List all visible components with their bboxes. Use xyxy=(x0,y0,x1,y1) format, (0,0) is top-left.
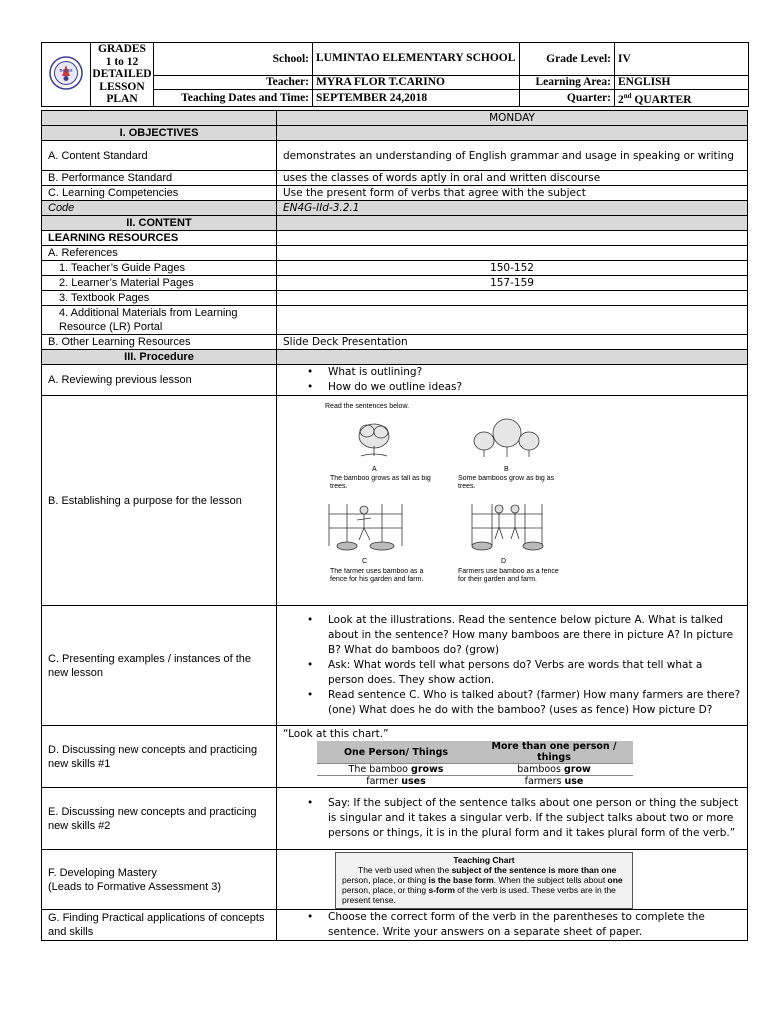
lesson-plan-header xyxy=(41,42,749,107)
list-item: • Look at the illustrations. Read the sentence below picture A. What is talked about in the sentence? How many bamboos are there in picture A? In picture B? What do bamboos do? (grow) xyxy=(328,613,741,658)
chart-cell: bamboos grow xyxy=(475,764,633,776)
code-label: Code xyxy=(42,201,277,216)
bamboo-single-picture xyxy=(359,424,389,456)
procedure-title: III. Procedure xyxy=(42,350,277,365)
quarter-label: Quarter: xyxy=(520,89,615,106)
content-standard-label: A. Content Standard xyxy=(42,141,277,171)
list-item: • Read sentence C. Who is talked about? (farmer) How many farmers are there? (one) What does he do with the bamboo? (uses as fence) How picture D? xyxy=(328,688,741,718)
discuss1-intro: “Look at this chart.” xyxy=(283,728,389,740)
teaching-chart-text: The verb used when the subject of the sentence is more than one person, place, or thing is the base form. When the subject tells about one person, place, or thing s-form of the verb is used. These verbs are in the present tense. xyxy=(342,865,623,905)
learners-material-pages: 157-159 xyxy=(277,276,748,291)
learning-area-label: Learning Area: xyxy=(520,75,615,89)
references-label: A. References xyxy=(42,246,277,261)
caption-b: Some bamboos grow as big as trees. xyxy=(458,475,555,490)
school-value: LUMINTAO ELEMENTARY SCHOOL xyxy=(313,43,520,76)
chart-cell: The bamboo grows xyxy=(317,764,475,776)
discuss2-label: E. Discussing new concepts and practicing new skills #2 xyxy=(42,788,277,850)
textbook-pages-label: 3. Textbook Pages xyxy=(42,291,277,306)
teachers-guide-label: 1. Teacher’s Guide Pages xyxy=(42,261,277,276)
learning-area-value: ENGLISH xyxy=(615,75,749,89)
day-heading: MONDAY xyxy=(277,111,748,126)
grade-level-value: IV xyxy=(615,43,749,76)
competencies-label: C. Learning Competencies xyxy=(42,186,277,201)
other-resources-label: B. Other Learning Resources xyxy=(42,335,277,350)
farmers-fence-picture xyxy=(472,504,543,550)
teachers-guide-pages: 150-152 xyxy=(277,261,748,276)
teacher-label: Teacher: xyxy=(154,75,313,89)
illustration-heading: Read the sentences below. xyxy=(325,403,410,410)
seal-text: DepEd xyxy=(59,68,73,73)
purpose-label: B. Establishing a purpose for the lesson xyxy=(42,396,277,606)
dates-value: SEPTEMBER 24,2018 xyxy=(313,89,520,106)
list-item: • How do we outline ideas? xyxy=(328,380,741,395)
content-standard-value: demonstrates an understanding of English grammar and usage in speaking or writing xyxy=(277,141,748,171)
grade-level-label: Grade Level: xyxy=(520,43,615,76)
list-item: • Ask: What words tell what persons do? Verbs are words that tell what a person does. They show action. xyxy=(328,658,741,688)
teaching-chart xyxy=(335,852,633,909)
learners-material-label: 2. Learner’s Material Pages xyxy=(42,276,277,291)
discuss2-list xyxy=(283,796,741,841)
review-label: A. Reviewing previous lesson xyxy=(42,365,277,396)
discuss1-label: D. Discussing new concepts and practicing new skills #1 xyxy=(42,726,277,788)
objectives-title: I. OBJECTIVES xyxy=(42,126,277,141)
list-item: • What is outlining? xyxy=(328,365,741,380)
other-resources-value: Slide Deck Presentation xyxy=(277,335,748,350)
competencies-value: Use the present form of verbs that agree with the subject xyxy=(277,186,748,201)
lesson-plan-table xyxy=(41,110,748,941)
picture-letter: A xyxy=(372,466,377,473)
chart-header-singular: One Person/ Things xyxy=(317,741,475,764)
farmer-fence-picture xyxy=(329,504,402,550)
quarter-value: 2nd QUARTER xyxy=(615,89,749,106)
caption-a: The bamboo grows as tall as big trees. xyxy=(330,475,431,490)
school-label: School: xyxy=(154,43,313,76)
chart-header-plural: More than one person / things xyxy=(475,741,633,764)
teacher-value: MYRA FLOR T.CARINO xyxy=(313,75,520,89)
learning-resources-heading: LEARNING RESOURCES xyxy=(42,231,277,246)
content-title: II. CONTENT xyxy=(42,216,277,231)
presenting-label: C. Presenting examples / instances of the new lesson xyxy=(42,606,277,726)
performance-standard-label: B. Performance Standard xyxy=(42,171,277,186)
practical-label: G. Finding Practical applications of concepts and skills xyxy=(42,910,277,941)
dates-label: Teaching Dates and Time: xyxy=(154,89,313,106)
deped-seal-logo xyxy=(42,43,91,107)
chart-cell: farmers use xyxy=(475,776,633,788)
list-item: • Choose the correct form of the verb in the parentheses to complete the sentence. Write your answers on a separate sheet of paper. xyxy=(328,910,741,940)
purpose-illustration xyxy=(277,396,747,601)
verb-agreement-chart xyxy=(317,741,633,787)
chart-cell: farmer uses xyxy=(317,776,475,788)
picture-letter: C xyxy=(362,558,368,565)
caption-c: The farmer uses bamboo as a fence for his garden and farm. xyxy=(330,568,424,583)
list-item: • Say: If the subject of the sentence talks about one person or thing the subject is singular and it takes a singular verb. If the subject talks about two or more persons or things, it is in the plural form and it takes plural form of the verb.” xyxy=(328,796,741,841)
picture-letter: B xyxy=(504,466,509,473)
caption-d: Farmers use bamboo as a fence for their garden and farm. xyxy=(458,568,559,583)
practical-list xyxy=(283,910,741,940)
additional-materials-label: 4. Additional Materials from Learning Resource (LR) Portal xyxy=(42,306,277,335)
performance-standard-value: uses the classes of words aptly in oral and written discourse xyxy=(277,171,748,186)
picture-letter: D xyxy=(501,558,507,565)
bamboo-group-picture xyxy=(474,419,539,457)
deped-seal-icon xyxy=(49,56,83,90)
review-list xyxy=(283,365,741,395)
mastery-label: F. Developing Mastery (Leads to Formative Assessment 3) xyxy=(42,850,277,910)
code-value: EN4G-IId-3.2.1 xyxy=(277,201,748,216)
presenting-list xyxy=(283,613,741,718)
grades-title: GRADES 1 to 12 DETAILED LESSON PLAN xyxy=(92,43,152,105)
teaching-chart-title: Teaching Chart xyxy=(453,855,515,865)
